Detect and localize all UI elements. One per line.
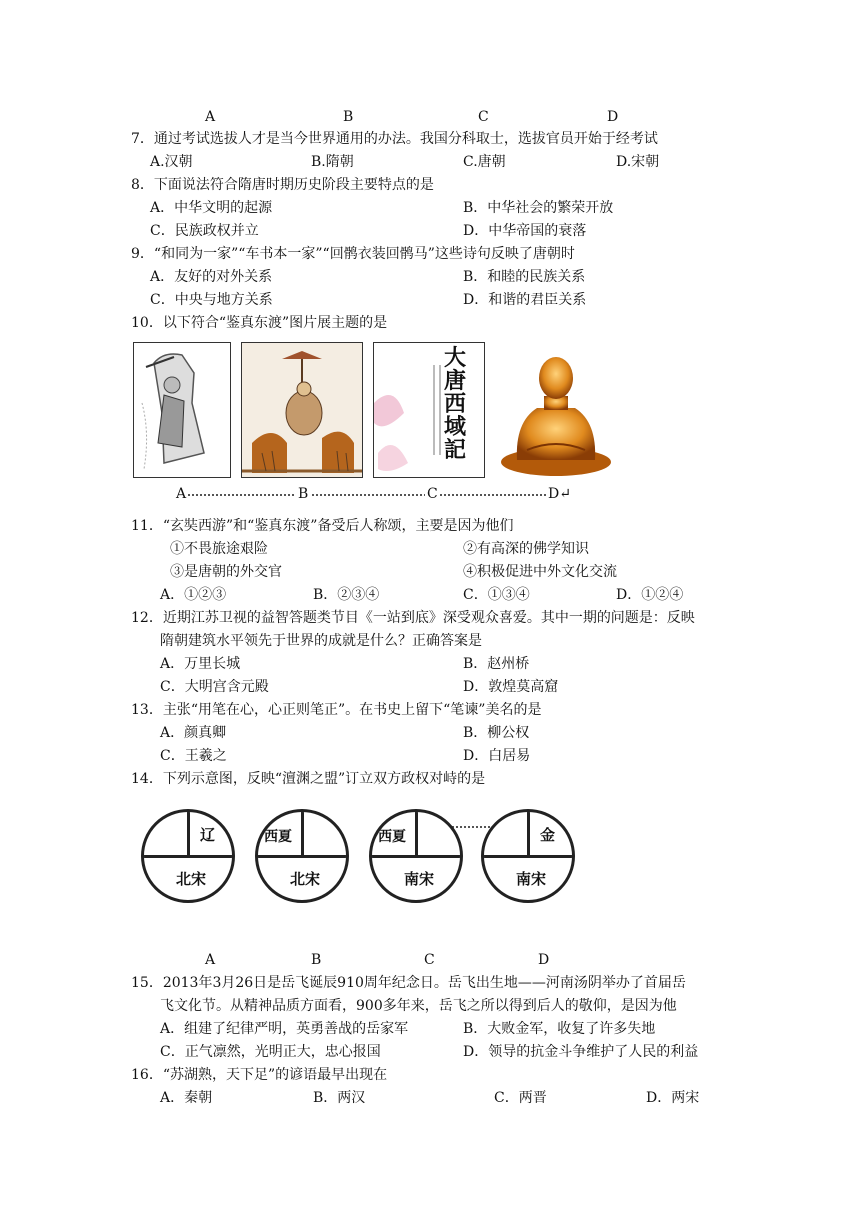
q12-stem-line2: 隋朝建筑水平领先于世界的成就是什么？正确答案是 <box>160 633 482 649</box>
q16-option-c: C．两晋 <box>494 1090 547 1106</box>
q13-option-d: D．白居易 <box>463 748 531 764</box>
q7-option-d: D.宋朝 <box>616 154 660 170</box>
q10-label-b: B <box>298 486 309 502</box>
monk-traveler-sketch-icon <box>134 343 231 478</box>
q11-option-d: D．①②④ <box>616 587 684 603</box>
q16-option-d: D．两宋 <box>646 1090 700 1106</box>
top-label-c: C <box>478 109 489 125</box>
q8-option-a: A．中华文明的起源 <box>150 200 273 216</box>
q16-option-b: B．两汉 <box>313 1090 366 1106</box>
q14-diagram-a <box>141 809 235 903</box>
q15-option-d: D．领导的抗金斗争维护了人民的利益 <box>463 1044 699 1060</box>
top-label-d: D <box>607 109 619 125</box>
q10-label-d: D↵ <box>548 486 571 502</box>
diagram-a-top-right: 辽 <box>200 826 216 844</box>
q15-option-c: C．正气凛然，光明正大，忠心报国 <box>160 1044 381 1060</box>
q16-option-a: A．秦朝 <box>160 1090 213 1106</box>
q14-label-a: A <box>205 952 216 968</box>
q10-stem: 10．以下符合“鉴真东渡”图片展主题的是 <box>131 315 388 331</box>
q11-stem: 11．“玄奘西游”和“鉴真东渡”备受后人称颂，主要是因为他们 <box>131 518 514 534</box>
q14-diagram-b <box>255 809 349 903</box>
q14-stem: 14．下列示意图，反映“澶渊之盟”订立双方政权对峙的是 <box>131 771 486 787</box>
q11-item-2: ②有高深的佛学知识 <box>463 541 589 557</box>
book-title: 大唐西域記 <box>444 345 467 463</box>
q10-picture-b <box>241 342 363 478</box>
top-label-b: B <box>343 109 354 125</box>
q14-diagram-d <box>481 809 575 903</box>
q11-option-b: B．②③④ <box>313 587 380 603</box>
q7-option-a: A.汉朝 <box>150 154 193 170</box>
q8-option-b: B．中华社会的繁荣开放 <box>463 200 614 216</box>
q7-option-b: B.隋朝 <box>311 154 354 170</box>
q13-option-a: A．颜真卿 <box>160 725 227 741</box>
diagram-d-top-right: 金 <box>540 826 556 844</box>
q11-item-4: ④积极促进中外文化交流 <box>463 564 617 580</box>
q10-picture-c <box>373 342 485 478</box>
q9-stem: 9．“和同为一家”“车书本一家”“回鹘衣装回鹘马”这些诗句反映了唐朝时 <box>131 246 575 262</box>
q8-option-d: D．中华帝国的衰落 <box>463 223 587 239</box>
q12-option-c: C．大明宫含元殿 <box>160 679 269 695</box>
diagram-c-bottom: 南宋 <box>404 870 435 888</box>
q14-label-c: C <box>424 952 435 968</box>
q10-picture-d <box>497 342 615 478</box>
q10-picture-a <box>133 342 231 478</box>
q15-option-a: A．组建了纪律严明，英勇善战的岳家军 <box>160 1021 409 1037</box>
q7-option-c: C.唐朝 <box>463 154 506 170</box>
diagram-c-top-left: 西夏 <box>378 829 406 845</box>
q12-stem: 12．近期江苏卫视的益智答题类节目《一站到底》深受观众喜爱。其中一期的问题是：反映 <box>131 610 695 626</box>
q12-option-d: D．敦煌莫高窟 <box>463 679 559 695</box>
q15-stem: 15．2013年3月26日是岳飞诞辰910周年纪念日。岳飞出生地——河南汤阴举办了首届岳 <box>131 975 686 991</box>
q10-label-c: C <box>427 486 438 502</box>
q8-stem: 8．下面说法符合隋唐时期历史阶段主要特点的是 <box>131 177 434 193</box>
q10-label-a: A <box>176 486 187 502</box>
q9-option-c: C．中央与地方关系 <box>150 292 273 308</box>
q11-item-1: ①不畏旅途艰险 <box>170 541 268 557</box>
q15-stem-line2: 飞文化节。从精神品质方面看，900多年来，岳飞之所以得到后人的敬仰，是因为他 <box>160 998 677 1014</box>
q11-item-3: ③是唐朝的外交官 <box>170 564 282 580</box>
q10-dotted-line <box>184 494 546 496</box>
q9-option-a: A．友好的对外关系 <box>150 269 273 285</box>
q16-stem: 16．“苏湖熟，天下足”的谚语最早出现在 <box>131 1067 388 1083</box>
q14-diagram-c <box>369 809 463 903</box>
diagram-b-top-left: 西夏 <box>264 829 292 845</box>
q9-option-d: D．和谐的君臣关系 <box>463 292 587 308</box>
q12-option-b: B．赵州桥 <box>463 656 530 672</box>
q11-option-a: A．①②③ <box>160 587 227 603</box>
q13-stem: 13．主张“用笔在心，心正则笔正”。在书史上留下“笔谏”美名的是 <box>131 702 542 718</box>
q13-option-c: C．王羲之 <box>160 748 227 764</box>
procession-painting-icon <box>242 343 363 478</box>
q7-stem: 7．通过考试选拔人才是当今世界通用的办法。我国分科取士，选拔官员开始于经考试 <box>131 131 658 147</box>
diagram-b-bottom: 北宋 <box>290 870 321 888</box>
top-label-a: A <box>205 109 216 125</box>
diagram-a-bottom: 北宋 <box>176 870 207 888</box>
q9-option-b: B．和睦的民族关系 <box>463 269 586 285</box>
q12-option-a: A．万里长城 <box>160 656 241 672</box>
q13-option-b: B．柳公权 <box>463 725 530 741</box>
q11-option-c: C．①③④ <box>463 587 530 603</box>
q14-label-d: D <box>538 952 550 968</box>
diagram-d-bottom: 南宋 <box>516 870 547 888</box>
q14-label-b: B <box>311 952 322 968</box>
seated-monk-statue-icon <box>497 342 615 478</box>
q8-option-c: C．民族政权并立 <box>150 223 259 239</box>
q15-option-b: B．大败金军，收复了许多失地 <box>463 1021 656 1037</box>
